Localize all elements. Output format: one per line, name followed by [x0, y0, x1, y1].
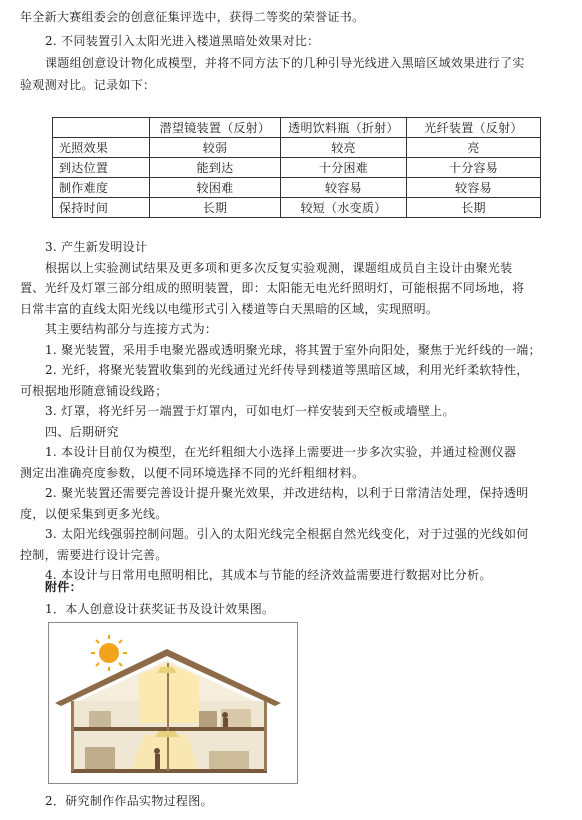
table-cell: 较容易	[407, 178, 541, 198]
table-row-label: 保持时间	[53, 198, 150, 218]
table-cell: 长期	[407, 198, 541, 218]
table-header-cell: 光纤装置（反射）	[407, 118, 541, 138]
comparison-table	[52, 117, 541, 218]
table-cell: 较短（水变质）	[281, 198, 407, 218]
list-item-continuation: 控制，需要进行设计完善。	[20, 547, 168, 562]
paragraph-line: 年全新大赛组委会的创意征集评选中，获得二等奖的荣誉证书。	[20, 10, 365, 24]
list-item: 2. 光纤，将聚光装置收集到的光线通过光纤传导到楼道等黑暗区域，利用光纤柔软特性，	[45, 363, 529, 377]
table-header-cell	[53, 118, 150, 138]
house-illustration	[48, 622, 298, 784]
paragraph-line: 验观测对比。记录如下：	[20, 78, 156, 92]
list-item: 1. 本设计目前仅为模型，在光纤粗细大小选择上需要进一步多次实验，并通过检测仪器	[45, 445, 517, 459]
list-item: 4. 本设计与日常用电照明相比，其成本与节能的经济效益需要进行数据对比分析。	[45, 568, 492, 582]
paragraph-line: 根据以上实验测试结果及更多项和更多次反复实验观测，课题组成员自主设计由聚光装	[45, 260, 513, 275]
paragraph-line: 日常丰富的直线太阳光线以电缆形式引入楼道等白天黑暗的区域，实现照明。	[20, 301, 439, 316]
table-row-label: 光照效果	[53, 138, 150, 158]
attachment-item: 2．研究制作作品实物过程图。	[45, 794, 213, 808]
table-row-label: 制作难度	[53, 178, 150, 198]
table-cell: 较弱	[150, 138, 281, 158]
table-row-label: 到达位置	[53, 158, 150, 178]
table-cell: 较容易	[281, 178, 407, 198]
table-row	[53, 198, 541, 218]
list-item: 3. 太阳光线强弱控制问题。引入的太阳光线完全根据自然光线变化，对于过强的光线如何	[45, 527, 529, 541]
table-cell: 能到达	[150, 158, 281, 178]
table-row	[53, 138, 541, 158]
table-cell: 十分困难	[281, 158, 407, 178]
list-item: 3. 灯罩，将光纤另一端置于灯罩内，可如电灯一样安装到天空板或墙壁上。	[45, 404, 455, 418]
list-item: 1. 聚光装置，采用手电聚光器或透明聚光球，将其置于室外向阳处，聚焦于光纤线的一端；	[45, 342, 541, 357]
paragraph-line: 课题组创意设计物化成模型，并将不同方法下的几种引导光线进入黑暗区域效果进行了实	[45, 56, 525, 70]
list-item: 2. 聚光装置还需要完善设计提升聚光效果，并改进结构，以利于日常清洁处理，保持透明	[45, 486, 529, 500]
list-item-continuation: 度，以便采集到更多光线。	[20, 506, 168, 521]
list-item-continuation: 可根据地形随意铺设线路；	[20, 383, 168, 398]
table-cell: 较亮	[281, 138, 407, 158]
section-heading: 2. 不同装置引入太阳光进入楼道黑暗处效果对比：	[45, 34, 320, 48]
list-item-continuation: 测定出准确亮度参数，以便不同环境选择不同的光纤粗细材料。	[20, 465, 365, 480]
house-illustration-drawing	[49, 623, 297, 783]
table-cell: 亮	[407, 138, 541, 158]
table-header-cell: 透明饮料瓶（折射）	[281, 118, 407, 138]
paragraph-line: 置、光纤及灯罩三部分组成的照明装置，即：太阳能无电光纤照明灯，可能根据不同场地，将	[20, 281, 525, 295]
table-header-cell: 潜望镜装置（反射）	[150, 118, 281, 138]
table-row	[53, 178, 541, 198]
section-heading: 四、后期研究	[45, 424, 119, 439]
attachment-item: 1．本人创意设计获奖证书及设计效果图。	[45, 602, 275, 616]
section-heading: 3. 产生新发明设计	[45, 240, 148, 254]
table-cell: 十分容易	[407, 158, 541, 178]
table-cell: 较困难	[150, 178, 281, 198]
attachment-heading: 附件：	[45, 580, 82, 594]
paragraph-line: 其主要结构部分与连接方式为：	[45, 322, 218, 336]
table-row	[53, 158, 541, 178]
table-cell: 长期	[150, 198, 281, 218]
table-header-row	[53, 118, 541, 138]
